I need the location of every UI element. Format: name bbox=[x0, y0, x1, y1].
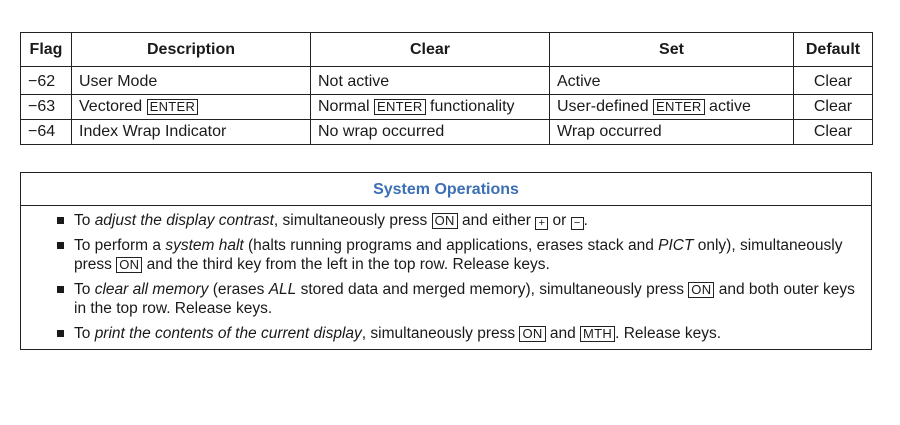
header-description: Description bbox=[72, 33, 311, 67]
default-value: Clear bbox=[794, 67, 873, 95]
op-text: and both outer keys in the top row. Release keys. bbox=[74, 281, 855, 317]
set-text-post: active bbox=[704, 98, 751, 115]
op-text: stored data and merged memory), simultaneously press bbox=[296, 281, 689, 298]
on-key-icon: ON bbox=[688, 282, 714, 298]
default-value: Clear bbox=[794, 120, 873, 145]
on-key-icon: ON bbox=[116, 257, 142, 273]
set-meaning bbox=[550, 95, 794, 120]
op-text: (halts running programs and applications, erases stack and bbox=[243, 237, 659, 254]
system-operations-box bbox=[20, 172, 872, 350]
flag-number: −64 bbox=[21, 120, 72, 145]
enter-key-icon: ENTER bbox=[374, 99, 426, 115]
list-item bbox=[57, 211, 857, 230]
bullet-icon bbox=[57, 217, 64, 224]
header-clear: Clear bbox=[311, 33, 550, 67]
table-row bbox=[21, 95, 873, 120]
clear-meaning: Not active bbox=[311, 67, 550, 95]
op-text: . Release keys. bbox=[615, 325, 722, 342]
list-item bbox=[57, 280, 857, 318]
enter-key-icon: ENTER bbox=[653, 99, 705, 115]
list-item bbox=[57, 324, 857, 343]
list-item bbox=[57, 236, 857, 274]
operations-list bbox=[57, 211, 857, 349]
bullet-icon bbox=[57, 286, 64, 293]
op-text: only), simultaneously press bbox=[74, 237, 843, 273]
op-text: . bbox=[583, 212, 588, 229]
clear-text-pre: Normal bbox=[318, 98, 375, 115]
op-text: To perform a bbox=[74, 237, 166, 254]
on-key-icon: ON bbox=[432, 213, 458, 229]
table-header-row bbox=[21, 33, 873, 67]
set-meaning: Active bbox=[550, 67, 794, 95]
op-text: To bbox=[74, 212, 95, 229]
op-text: or bbox=[548, 212, 571, 229]
flag-number: −63 bbox=[21, 95, 72, 120]
op-text: , simultaneously press bbox=[273, 212, 432, 229]
op-emphasis: print the contents of the current display bbox=[94, 325, 362, 342]
desc-text: Vectored bbox=[79, 98, 147, 115]
op-text: , simultaneously press bbox=[361, 325, 520, 342]
clear-meaning: No wrap occurred bbox=[311, 120, 550, 145]
op-text: and either bbox=[457, 212, 536, 229]
op-text: To bbox=[74, 325, 95, 342]
op-emphasis: PICT bbox=[658, 237, 694, 254]
clear-text-post: functionality bbox=[425, 98, 515, 115]
op-text: and bbox=[545, 325, 581, 342]
op-text: To bbox=[74, 281, 95, 298]
op-text: (erases bbox=[208, 281, 269, 298]
op-emphasis: system halt bbox=[165, 237, 244, 254]
bullet-icon bbox=[57, 242, 64, 249]
bullet-icon bbox=[57, 330, 64, 337]
header-set: Set bbox=[550, 33, 794, 67]
table-row bbox=[21, 120, 873, 145]
set-text-pre: User-defined bbox=[557, 98, 654, 115]
on-key-icon: ON bbox=[519, 326, 545, 342]
op-emphasis: adjust the display contrast bbox=[94, 212, 274, 229]
default-value: Clear bbox=[794, 95, 873, 120]
system-operations-title: System Operations bbox=[21, 173, 871, 206]
flag-description: User Mode bbox=[72, 67, 311, 95]
op-text: and the third key from the left in the top row. Release keys. bbox=[142, 256, 550, 273]
enter-key-icon: ENTER bbox=[147, 99, 199, 115]
flag-table bbox=[20, 32, 873, 145]
clear-meaning bbox=[311, 95, 550, 120]
flag-description bbox=[72, 95, 311, 120]
plus-key-icon: + bbox=[535, 217, 548, 230]
op-emphasis: clear all memory bbox=[94, 281, 209, 298]
set-meaning: Wrap occurred bbox=[550, 120, 794, 145]
header-flag: Flag bbox=[21, 33, 72, 67]
minus-key-icon: − bbox=[571, 217, 584, 230]
op-emphasis: ALL bbox=[268, 281, 297, 298]
table-row bbox=[21, 67, 873, 95]
mth-key-icon: MTH bbox=[580, 326, 615, 342]
flag-description: Index Wrap Indicator bbox=[72, 120, 311, 145]
header-default: Default bbox=[794, 33, 873, 67]
flag-number: −62 bbox=[21, 67, 72, 95]
